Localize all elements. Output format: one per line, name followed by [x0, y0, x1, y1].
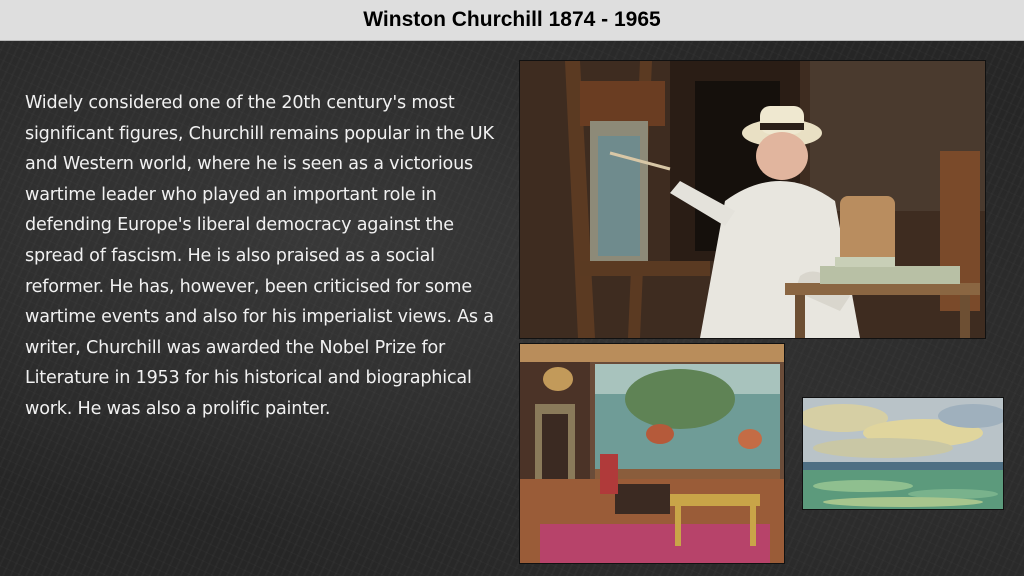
slide-title: Winston Churchill 1874 - 1965 [363, 8, 661, 31]
interior-painting [519, 343, 785, 564]
body-text: Widely considered one of the 20th century's most significant figures, Churchill remains popular in the UK and Western world, where he is seen as a victorious wartime leader who played an important role in defending Europe's liberal democracy against the spread of fascism. He is also praised as a social reformer. He has, however, been criticised for some wartime events and also for his imperialist views. As a writer, Churchill was awarded the Nobel Prize for Literature in 1953 for his historical and biographical work. He was also a prolific painter. [25, 93, 494, 419]
interior-painting-illustration [520, 344, 784, 563]
seascape-painting [802, 397, 1004, 510]
seascape-painting-illustration [803, 398, 1003, 509]
title-bar [0, 0, 1024, 41]
churchill-painting-illustration [520, 61, 985, 338]
churchill-painting-photo [519, 60, 986, 339]
